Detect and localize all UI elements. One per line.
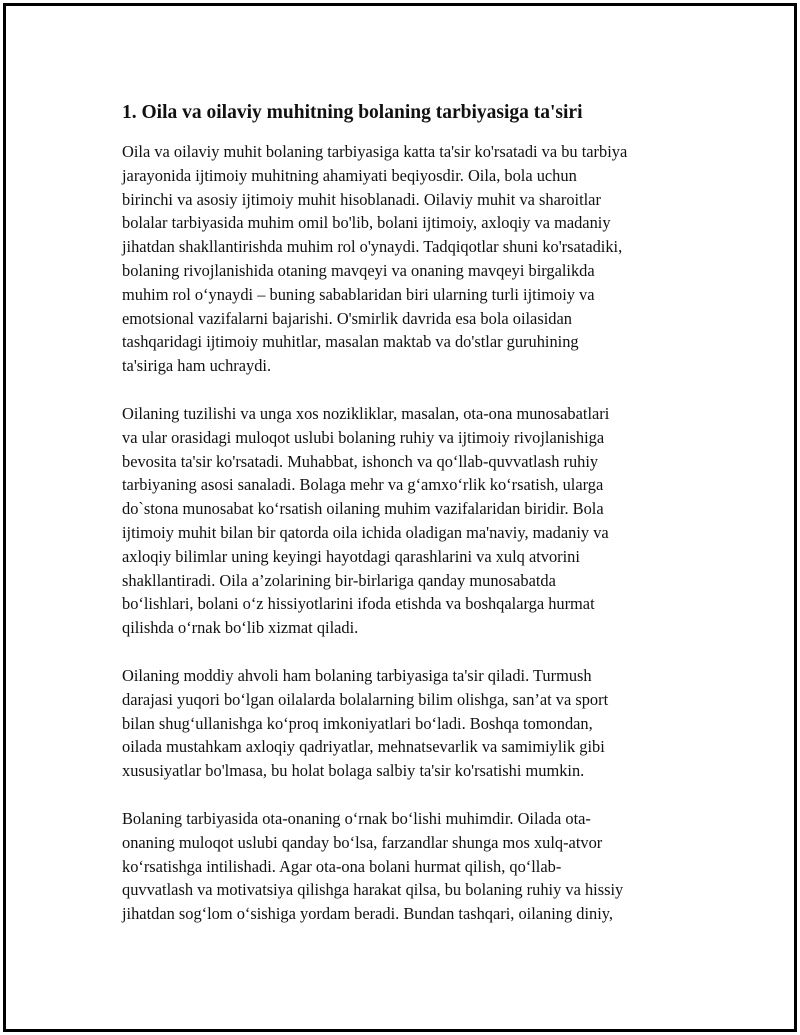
text-line: quvvatlash va motivatsiya qilishga harakat qilsa, bu bolaning ruhiy va hissiy — [122, 880, 624, 900]
text-line: qilishda oʻrnak boʻlib xizmat qiladi. — [122, 618, 359, 638]
text-line: Oilaning tuzilishi va unga xos nozikliklar, masalan, ota-ona munosabatlari — [122, 403, 610, 423]
text-line: do`stona munosabat koʻrsatish oilaning muhim vazifalaridan biridir. Bola — [122, 499, 604, 519]
text-line: bevosita ta'sir ko'rsatadi. Muhabbat, ishonch va qoʻllab-quvvatlash ruhiy — [122, 451, 599, 471]
text-line: birinchi va asosiy ijtimoiy muhit hisoblanadi. Oilaviy muhit va sharoitlar — [122, 189, 601, 209]
text-line: muhim rol oʻynaydi – buning sabablaridan biri ularning turli ijtimoiy va — [122, 284, 595, 304]
text-line: shakllantiradi. Oila a’zolarining bir-birlariga qanday munosabatda — [122, 570, 556, 590]
text-line: Oila va oilaviy muhit bolaning tarbiyasiga katta ta'sir ko'rsatadi va bu tarbiya — [122, 142, 628, 161]
text-line: oilada mustahkam axloqiy qadriyatlar, mehnatsevarlik va samimiylik gibi — [122, 737, 605, 757]
paragraph — [122, 664, 692, 783]
text-line: koʻrsatishga intilishadi. Agar ota-ona bolani hurmat qilish, qoʻllab- — [122, 856, 562, 876]
text-line: jihatdan shakllantirishda muhim rol o'ynaydi. Tadqiqotlar shuni ko'rsatadiki, — [122, 237, 623, 257]
text-line: tarbiyaning asosi sanaladi. Bolaga mehr va gʻamxoʻrlik koʻrsatish, ularga — [122, 475, 604, 495]
paragraph — [122, 140, 692, 378]
text-line: emotsional vazifalarni bajarishi. O'smirlik davrida esa bola oilasidan — [122, 308, 572, 328]
text-line: bolalar tarbiyasida muhim omil bo'lib, bolani ijtimoiy, axloqiy va madaniy — [122, 213, 611, 233]
text-line: Bolaning tarbiyasida ota-onaning oʻrnak boʻlishi muhimdir. Oilada ota- — [122, 808, 591, 828]
text-line: Oilaning moddiy ahvoli ham bolaning tarbiyasiga ta'sir qiladi. Turmush — [122, 665, 592, 685]
page-frame — [3, 3, 797, 1032]
text-line: tashqaridagi ijtimoiy muhitlar, masalan maktab va do'stlar guruhining — [122, 332, 579, 352]
section-heading: 1. Oila va oilaviy muhitning bolaning tarbiyasiga ta'siri — [122, 102, 583, 123]
text-line: ta'siriga ham uchraydi. — [122, 356, 272, 376]
text-line: jarayonida ijtimoiy muhitning ahamiyati beqiyosdir. Oila, bola uchun — [122, 165, 577, 185]
document-body — [122, 99, 692, 926]
text-line: boʻlishlari, bolani oʻz hissiyotlarini ifoda etishda va boshqalarga hurmat — [122, 594, 595, 614]
text-line: axloqiy bilimlar uning keyingi hayotdagi qarashlarini va xulq atvorini — [122, 546, 580, 566]
text-line: jihatdan sogʻlom oʻsishiga yordam beradi. Bundan tashqari, oilaning diniy, — [122, 904, 614, 924]
text-line: bilan shugʻullanishga koʻproq imkoniyatlari boʻladi. Boshqa tomondan, — [122, 713, 593, 733]
text-line: xususiyatlar bo'lmasa, bu holat bolaga salbiy ta'sir ko'rsatishi mumkin. — [122, 761, 585, 781]
text-line: onaning muloqot uslubi qanday boʻlsa, farzandlar shunga mos xulq-atvor — [122, 832, 603, 852]
text-line: bolaning rivojlanishida otaning mavqeyi va onaning mavqeyi birgalikda — [122, 260, 595, 280]
paragraph — [122, 807, 692, 926]
text-line: ijtimoiy muhit bilan bir qatorda oila ichida oladigan ma'naviy, madaniy va — [122, 522, 609, 542]
text-line: darajasi yuqori boʻlgan oilalarda bolalarning bilim olishga, san’at va sport — [122, 689, 609, 709]
paragraph — [122, 402, 692, 640]
text-line: va ular orasidagi muloqot uslubi bolaning ruhiy va ijtimoiy rivojlanishiga — [122, 427, 605, 447]
